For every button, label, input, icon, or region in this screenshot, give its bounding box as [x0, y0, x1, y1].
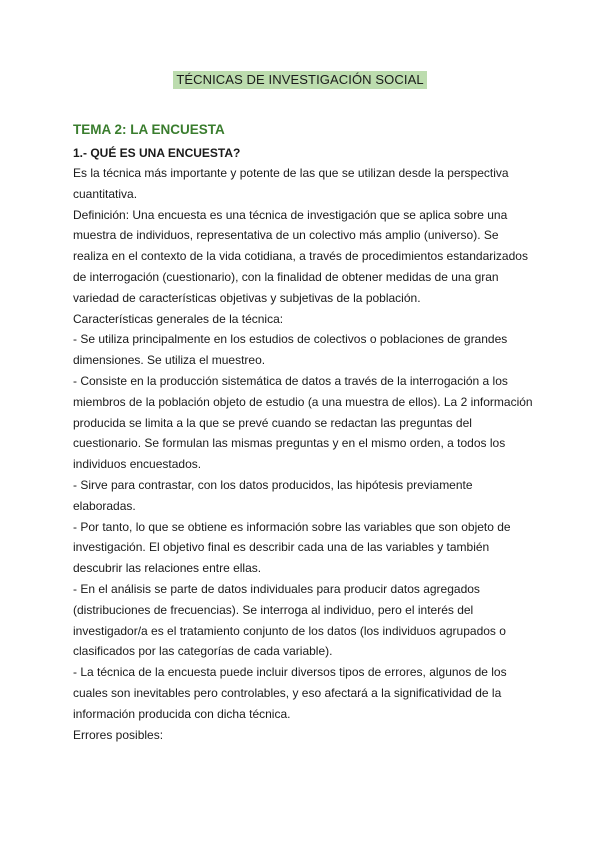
- paragraph: - Se utiliza principalmente en los estudios de colectivos o poblaciones de grandes dimensiones. Se utiliza el muestreo.: [73, 332, 508, 368]
- document-title-row: [0, 71, 600, 89]
- paragraph: - Consiste en la producción sistemática de datos a través de la interrogación a los miembros de la población objeto de estudio (a una muestra de ellos). La 2 información producida se limita a la que se prevé cuando se redactan las preguntas del cuestionario. Se formulan las mismas preguntas y en el mismo orden, a todos los individuos encuestados.: [73, 373, 533, 472]
- paragraph: Es la técnica más importante y potente de las que se utilizan desde la perspectiva cuantitativa.: [73, 166, 509, 201]
- paragraph: - Sirve para contrastar, con los datos producidos, las hipótesis previamente elaboradas.: [73, 477, 473, 513]
- topic-heading: TEMA 2: LA ENCUESTA: [73, 122, 225, 137]
- document-title: TÉCNICAS DE INVESTIGACIÓN SOCIAL: [173, 71, 426, 89]
- paragraph: - En el análisis se parte de datos individuales para producir datos agregados (distribuciones de frecuencias). Se interroga al individuo, pero el interés del investigador/a es el tratamiento conjunto de los datos (los individuos agrupados o clasificados por las categorías de cada variable).: [73, 581, 506, 659]
- paragraph: Definición: Una encuesta es una técnica de investigación que se aplica sobre una muestra de individuos, representativa de un colectivo más amplio (universo). Se realiza en el contexto de la vida cotidiana, a través de procedimientos estandarizados de interrogación (cuestionario), con la finalidad de obtener medidas de una gran variedad de características objetivas y subjetivas de la población.: [73, 207, 528, 305]
- section-heading: 1.- QUÉ ES UNA ENCUESTA?: [73, 146, 241, 160]
- document-body: [73, 120, 533, 745]
- paragraph: - Por tanto, lo que se obtiene es información sobre las variables que son objeto de investigación. El objetivo final es describir cada una de las variables y también descubrir las relaciones entre ellas.: [73, 519, 511, 576]
- paragraph: - La técnica de la encuesta puede incluir diversos tipos de errores, algunos de los cuales son inevitables pero controlables, y eso afectará a la significatividad de la información producida con dicha técnica.: [73, 665, 507, 721]
- paragraph: Características generales de la técnica:: [73, 311, 284, 326]
- paragraph: Errores posibles:: [73, 727, 164, 742]
